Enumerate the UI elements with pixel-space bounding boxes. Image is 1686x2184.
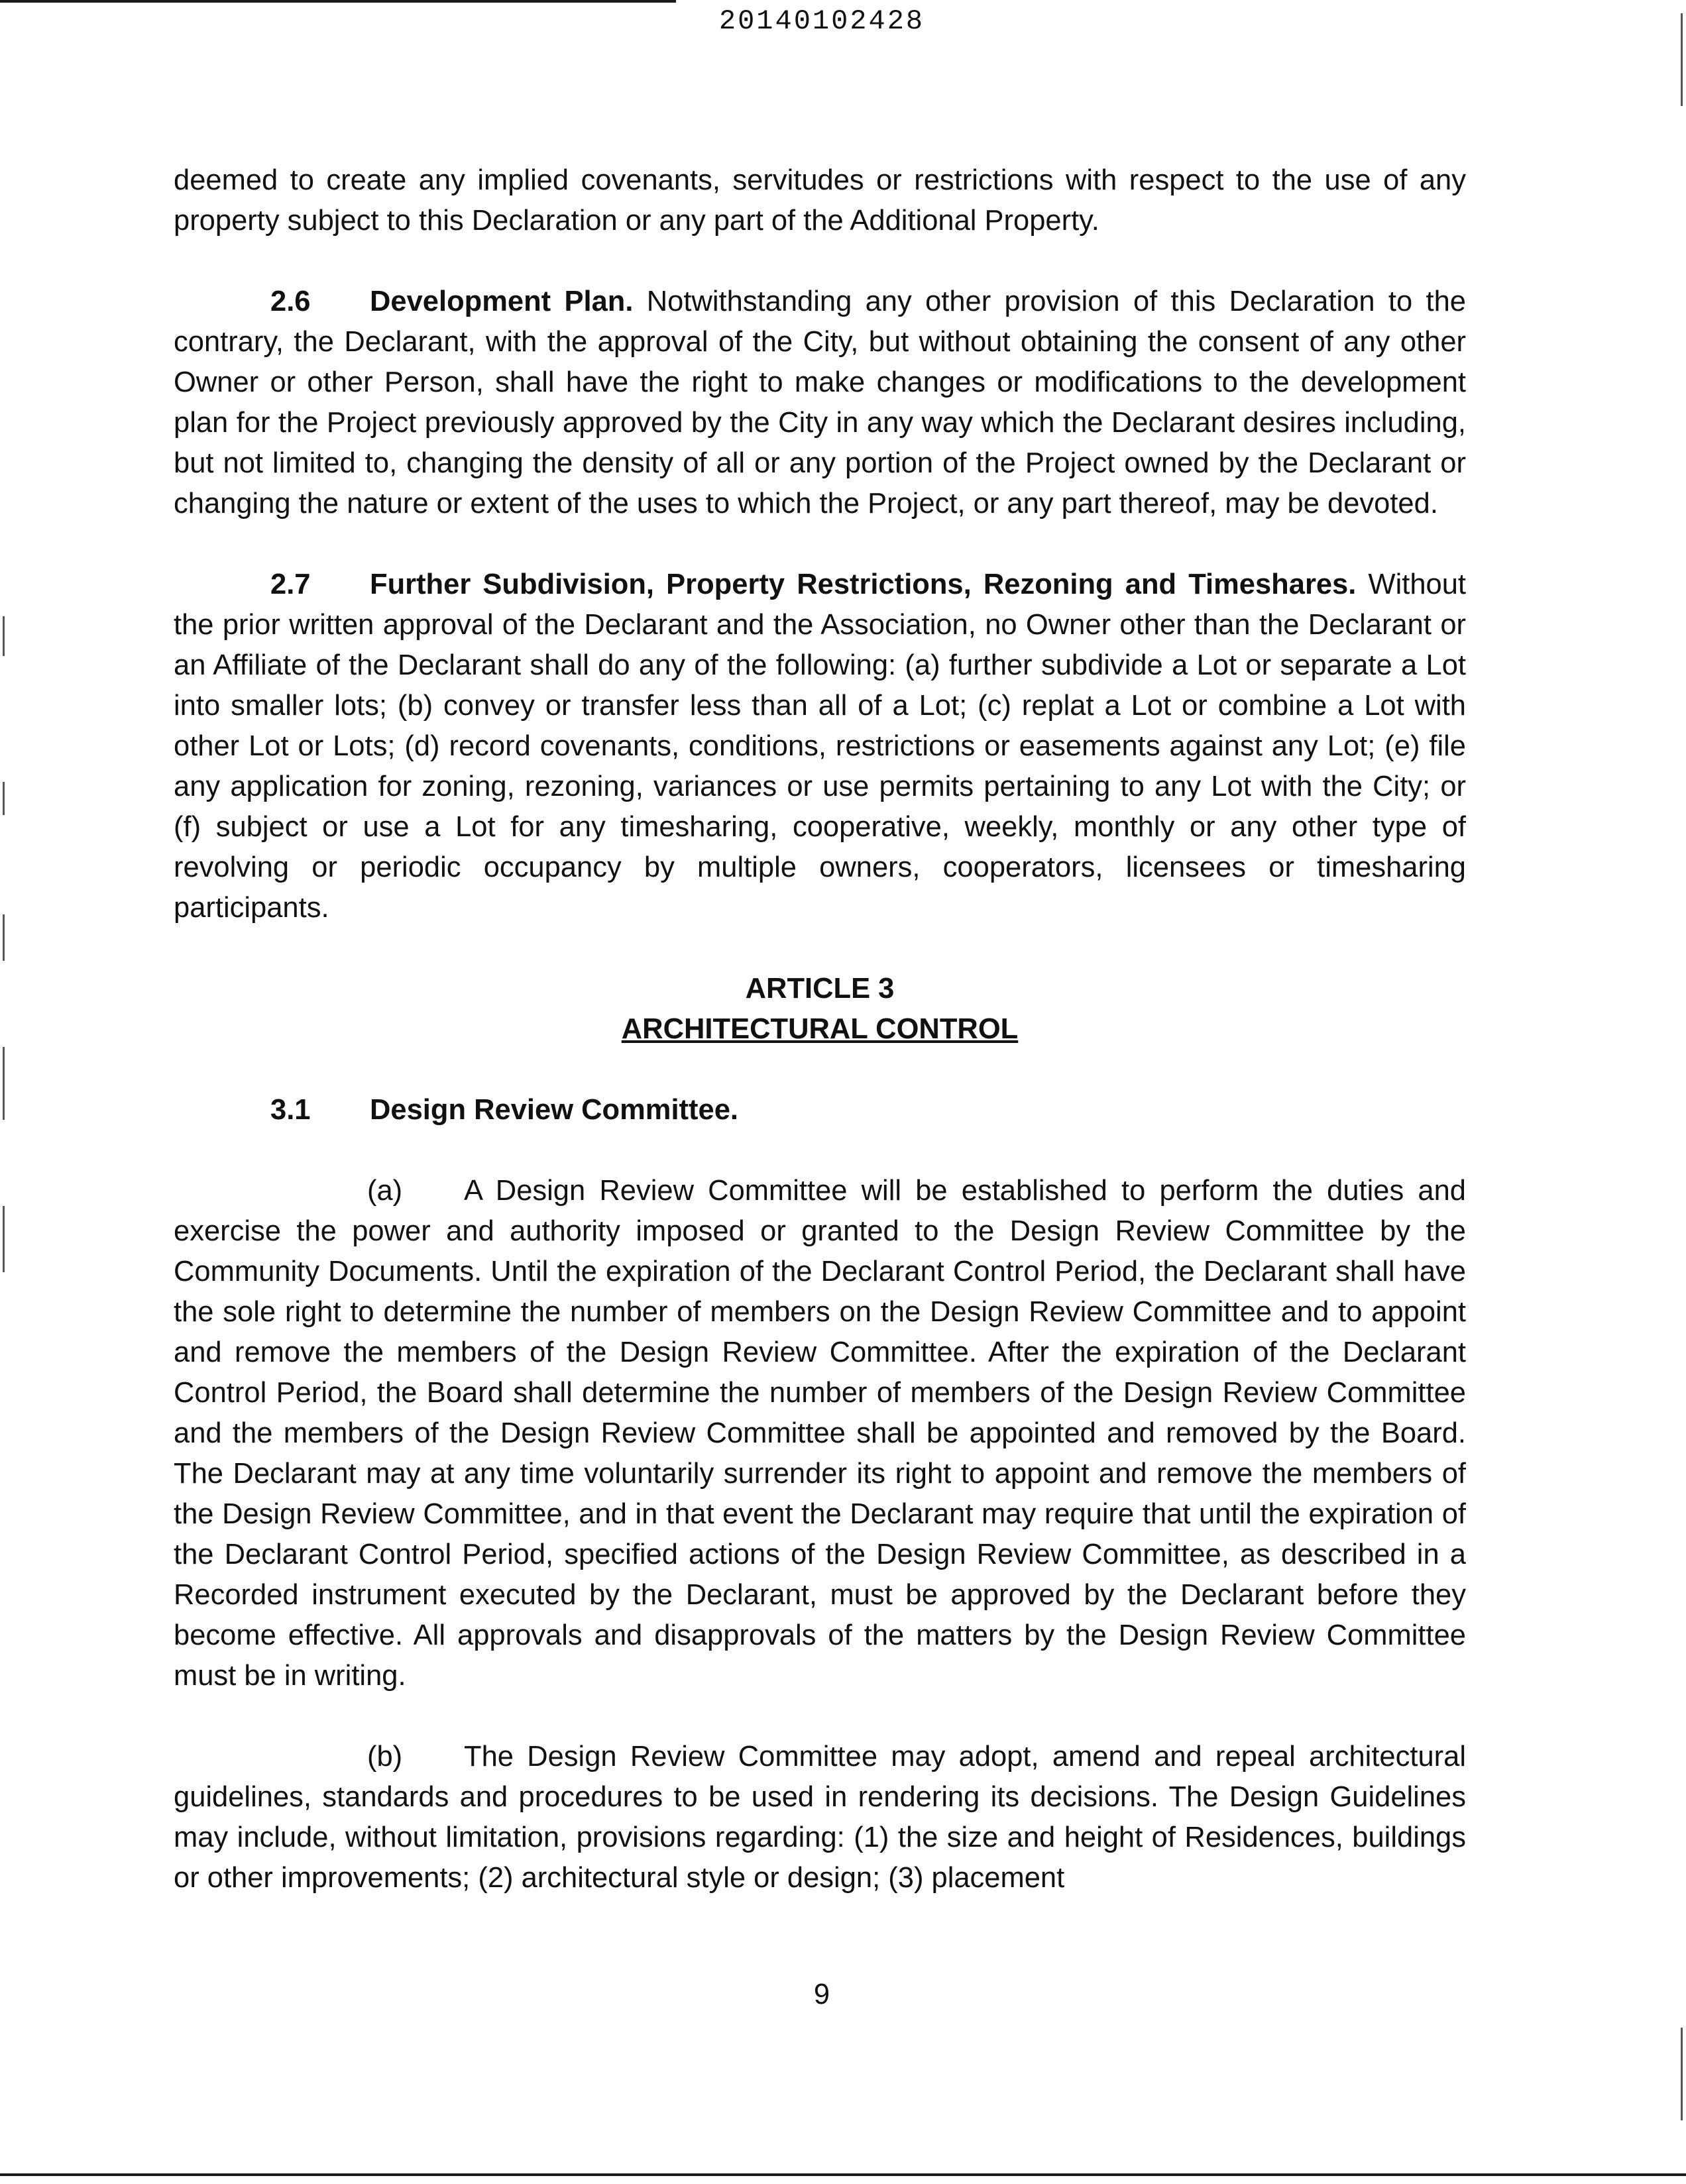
- recording-number: 20140102428: [718, 5, 925, 37]
- left-margin-mark: [3, 1047, 5, 1120]
- subparagraph-b: [174, 1737, 1466, 1898]
- article-title: ARCHITECTURAL CONTROL: [621, 1013, 1019, 1045]
- subparagraph-label: (a): [367, 1175, 403, 1207]
- subparagraph-a: [174, 1171, 1466, 1696]
- section-text: Without the prior written approval of the Declarant and the Association, no Owner other than the Declarant or an Affiliate of the Declarant shall do any of the following: (a) further subdivide a Lot or separate a Lot into smaller lots; (b) convey or transfer less than all of a Lot; (c) replat a Lot or combine a Lot with other Lot or Lots; (d) record covenants, conditions, restrictions or easements against any Lot; (e) file any application for zoning, rezoning, variances or use permits pertaining to any Lot with the City; or (f) subject or use a Lot for any timesharing, cooperative, weekly, monthly or any other type of revolving or periodic occupancy by multiple owners, cooperators, licensees or timesharing participants.: [174, 569, 1466, 924]
- continuation-paragraph: deemed to create any implied covenants, servitudes or restrictions with respect to the use of any property subject to this Declaration or any part of the Additional Property.: [174, 164, 1466, 237]
- subparagraph-text: The Design Review Committee may adopt, amend and repeal architectural guidelines, standards and procedures to be used in rendering its decisions. The Design Guidelines may include, without limitation, provisions regarding: (1) the size and height of Residences, buildings or other improvements; (2) architectural style or design; (3) placement: [174, 1741, 1466, 1894]
- subparagraph-label: (b): [367, 1741, 403, 1773]
- section-title: Design Review Committee.: [370, 1094, 738, 1126]
- left-margin-mark: [3, 914, 5, 961]
- left-margin-mark: [3, 782, 5, 815]
- section-number: 2.7: [270, 569, 311, 600]
- article-heading: ARTICLE 3: [745, 973, 895, 1005]
- section-2-6: [174, 282, 1466, 524]
- section-number: 3.1: [270, 1094, 311, 1126]
- bottom-scan-rule: [0, 2173, 1686, 2176]
- section-3-1-heading: [174, 1090, 1466, 1130]
- left-margin-mark: [3, 616, 5, 656]
- section-text: Notwithstanding any other provision of this Declaration to the contrary, the Declarant, with the approval of the City, but without obtaining the consent of any other Owner or other Person, shall have the right to make changes or modifications to the development plan for the Project previously approved by the City in any way which the Declarant desires including, but not limited to, changing the density of all or any portion of the Project owned by the Declarant or changing the nature or extent of the uses to which the Project, or any part thereof, may be devoted.: [174, 286, 1466, 519]
- right-margin-mark: [1681, 13, 1683, 106]
- left-margin-mark: [3, 1206, 5, 1272]
- section-number: 2.6: [270, 286, 311, 317]
- subparagraph-text: A Design Review Committee will be established to perform the duties and exercise the power and authority imposed or granted to the Design Review Committee by the Community Documents. Until the expiration of the Declarant Control Period, the Declarant shall have the sole right to determine the number of members on the Design Review Committee and to appoint and remove the members of the Design Review Committee. After the expiration of the Declarant Control Period, the Board shall determine the number of members of the Design Review Committee and the members of the Design Review Committee shall be appointed and removed by the Board. The Declarant may at any time voluntarily surrender its right to appoint and remove the members of the Design Review Committee, and in that event the Declarant may require that until the expiration of the Declarant Control Period, specified actions of the Design Review Committee, as described in a Recorded instrument executed by the Declarant, must be approved by the Declarant before they become effective. All approvals and disapprovals of the matters by the Design Review Committee must be in writing.: [174, 1175, 1466, 1692]
- right-margin-mark: [1681, 2028, 1683, 2120]
- section-title: Development Plan.: [370, 286, 634, 317]
- section-title: Further Subdivision, Property Restrictions, Rezoning and Timeshares.: [370, 569, 1357, 600]
- page-number: 9: [813, 1979, 830, 2010]
- section-2-7: [174, 565, 1466, 928]
- page-body: [174, 160, 1466, 1898]
